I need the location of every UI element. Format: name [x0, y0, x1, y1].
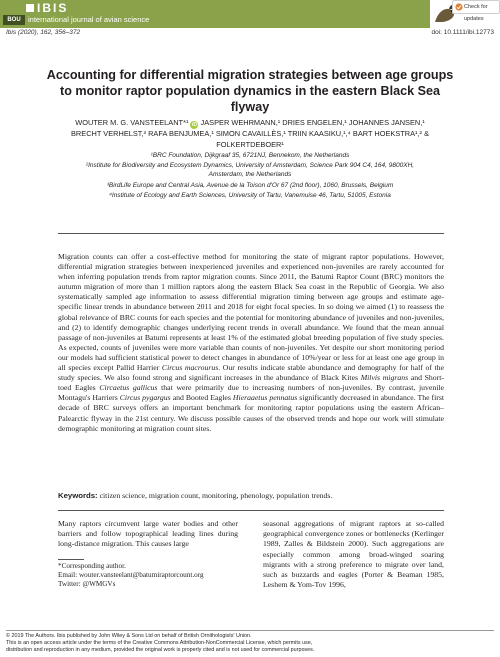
check-for-updates-button[interactable]: Check for updates: [452, 0, 500, 14]
keywords-list: citizen science, migration count, monitoring, phenology, population trends.: [99, 491, 333, 500]
affiliation: ²Institute for Biodiversity and Ecosystem Dynamics, University of Amsterdam, Science Park 904 C4, 164, 9800XH,: [85, 162, 415, 169]
corresponding-twitter[interactable]: Twitter: @WMGVs: [58, 580, 116, 589]
author-list: [12, 118, 488, 150]
corresponding-email[interactable]: Email: wouter.vansteelant@batumiraptorcount.org: [58, 571, 204, 580]
corresponding-author-label: *Corresponding author.: [58, 562, 126, 570]
body-text-right: seasonal aggregations of migrant raptors at so-called geographical convergence zones or bottlenecks (Kerlinger 1989, Zalles & Bildstein 2000). Such aggregations are especially common among broad-winged soaring migrants with a strong preference to migrate over land, such as buzzards and eagles (Porter & Beaman 1985, Leshem & Yom-Tov 1996,: [263, 519, 444, 590]
journal-subtitle: international journal of avian science: [28, 15, 150, 24]
species-name: Circus macrourus: [161, 363, 219, 373]
check-updates-icon: [455, 3, 463, 11]
license-footer: [6, 633, 494, 654]
footer-rule: [6, 630, 494, 631]
license-line: distribution and reproduction in any medium, provided the original work is properly cited and is not used for commercial purposes.: [6, 647, 315, 653]
affiliation: ¹BRC Foundation, Dijkgraaf 35, 6721NJ, Bennekom, the Netherlands: [150, 152, 350, 159]
keywords: [58, 491, 444, 501]
species-name: Hieraaetus pennatus: [232, 393, 298, 403]
abstract: Migration counts can offer a cost-effective method for monitoring the state of migrant raptor populations. However, differential migration strategies between inexperienced juveniles and experienced non-juveniles are rarely accounted for when inferring population trends from raptor migration counts. Since 2011, the Batumi Raptor Count (BRC) monitors the autumn migration of more than 1 million raptors along the eastern Black Sea coast in the Republic of Georgia. We also systematically sampled age information to assess differential migration timing between age groups and estimate age-specific linear trends in abundance between 2011 and 2018 for eight focal species. In so doing we aimed (1) to reassess the global relevance of BRC counts for each species and the potential for monitoring abundance of juveniles and non-juveniles, and (2) to identify demographic changes underlying recent trends in overall abundance. We found that the mean annual passage of non-juveniles at Batumi represents at least 1% of the estimated global breeding population of five study species. As expected, counts of juveniles were more variable than counts of non-juveniles. Yet despite our short monitoring period our models had sufficient statistical power to detect changes in abundance of 10%/year or less for at least one age group in all species except Pallid Harrier Circus macrourus. Our results indicate stable abundance and demography for half of the study species. We also found strong and significant increases in the abundance of Black Kites Milvis migrans and Short-toed Eagles Circaetus gallicus that were primarily due to increasing numbers of non-juveniles. By contrast, juvenile Montagu's Harriers Circus pygargus and Booted Eagles Hieraaetus pennatus significantly decreased in abundance. The first decade of BRC surveys offers an important benchmark for monitoring raptor populations using the eastern African–Palearctic flyway in the 21st century. We discuss possible causes of the observed trends and hope our work will stimulate demographic monitoring at migration count sites.: [58, 252, 444, 433]
bou-badge: BOU: [3, 15, 25, 25]
doi-link[interactable]: doi: 10.1111/ibi.12773: [431, 29, 494, 36]
species-name: Milvis migrans: [360, 373, 409, 383]
journal-logo: IBIS: [26, 1, 68, 15]
keywords-label: Keywords:: [58, 491, 98, 500]
footnote-rule: [58, 559, 84, 560]
copyright-line: © 2019 The Authors. Ibis published by John Wiley & Sons Ltd on behalf of British Ornithologists' Union.: [6, 633, 252, 639]
abstract-top-rule: [58, 233, 444, 234]
affiliation: Amsterdam, the Netherlands: [208, 171, 292, 178]
correspondence: [58, 562, 248, 590]
author-line: BRECHT VERHELST,³ RAFA BENJUMEA,¹ SIMON CAVAILLÈS,¹ TRIIN KAASIKU,¹,⁴ BART HOEKSTRA¹,² &: [71, 129, 429, 138]
author-line: [12, 118, 488, 129]
affiliation: ³BirdLife Europe and Central Asia, Avenue de la Toison d'Or 67 (2nd floor), 1060, Brussels, Belgium: [106, 182, 394, 189]
abstract-bottom-rule: [58, 510, 444, 511]
species-name: Circus pygargus: [119, 393, 171, 403]
affiliation: ⁴Institute of Ecology and Earth Sciences, University of Tartu, Vanemuise 46, Tartu, 51005, Estonia: [109, 192, 391, 199]
species-name: Circaetus gallicus: [99, 383, 158, 393]
orcid-icon[interactable]: iD: [191, 122, 197, 128]
article-title: Accounting for differential migration strategies between age groups to monitor raptor population dynamics in the eastern Black Sea flyway: [46, 68, 454, 114]
author-line: FOLKERTDEBOER¹: [216, 139, 284, 149]
author-names: WOUTER M. G. VANSTEELANT*¹: [75, 118, 189, 127]
license-line: This is an open access article under the terms of the Creative Commons Attribution-NonCommercial License, which permits use,: [6, 640, 313, 646]
body-text-left: Many raptors circumvent large water bodies and other barriers and follow topographical leading lines during long-distance migration. This causes large: [58, 519, 238, 549]
journal-banner: [0, 0, 500, 28]
author-names: JASPER WEHRMANN,¹ DRIES ENGELEN,¹ JOHANNES JANSEN,¹: [200, 118, 425, 127]
journal-citation: Ibis (2020), 162, 356–372: [6, 29, 81, 36]
